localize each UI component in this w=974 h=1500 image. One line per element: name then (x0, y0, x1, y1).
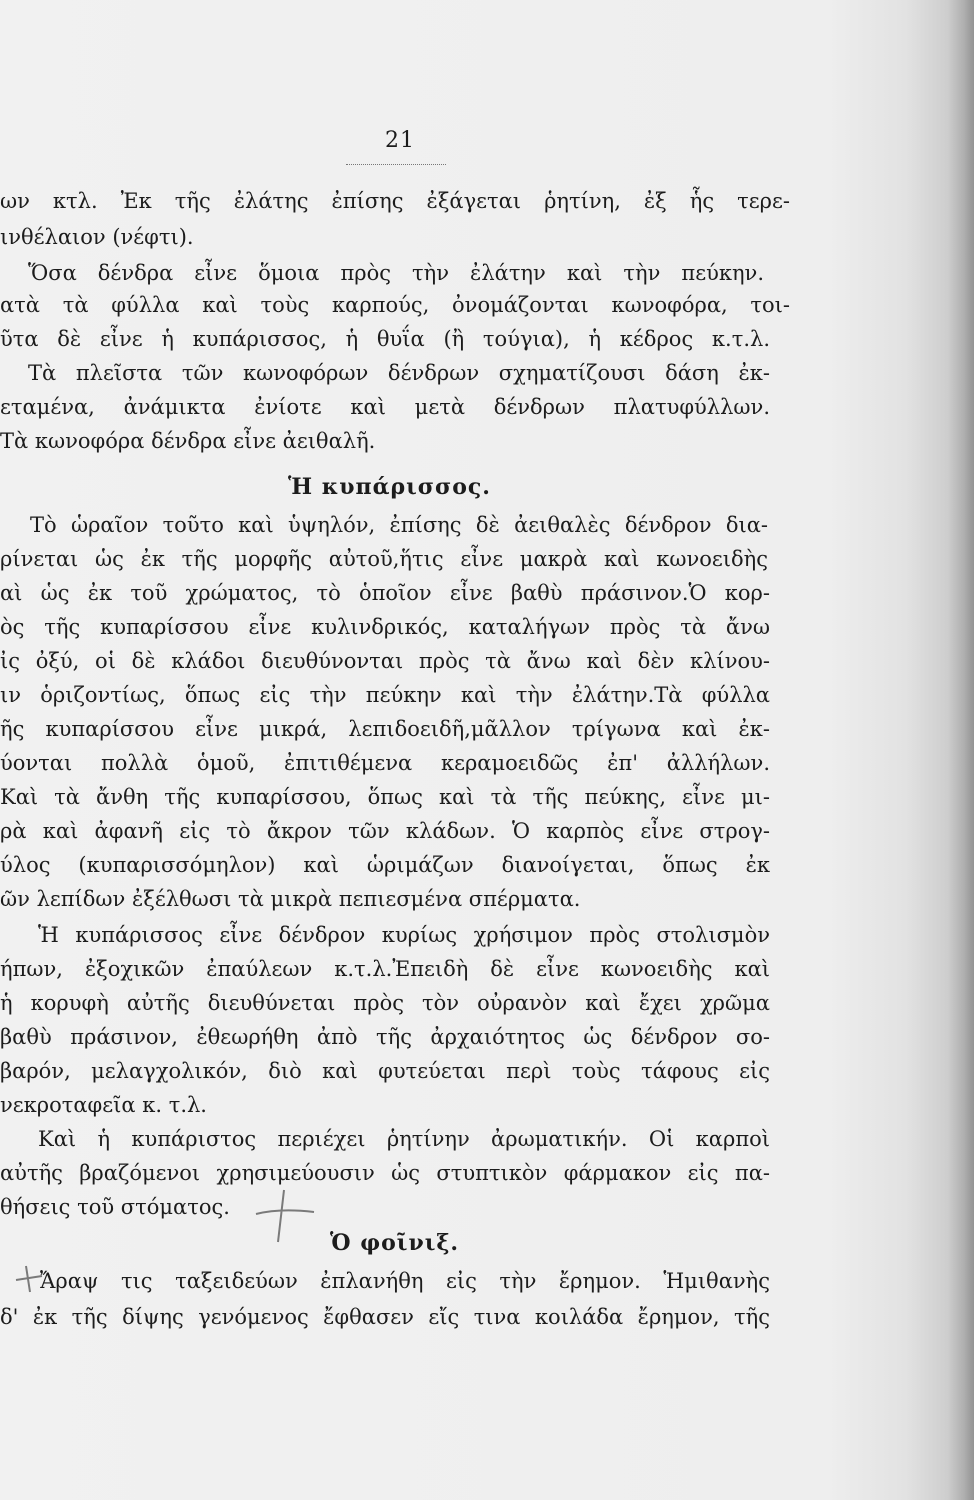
text-line: Ὅσα δένδρα εἶνε ὅμοια πρὸς τὴν ἐλάτην καὶ τὴν πεύκην. (28, 261, 764, 285)
text-line: εταμένα, ἀνάμικτα ἐνίοτε καὶ μετὰ δένδρων πλατυφύλλων. (0, 395, 770, 419)
text-line: ύλος (κυπαρισσόμηλον) καὶ ὡριμάζων διανοίγεται, ὅπως ἐκ (0, 853, 770, 877)
section-heading-cypress: Ἡ κυπάρισσος. (288, 474, 491, 500)
text-line: αὶ ὡς ἐκ τοῦ χρώματος, τὸ ὁποῖον εἶνε βαθὺ πράσινον.Ὁ κορ- (0, 581, 770, 605)
text-line: Ἡ κυπάρισσος εἶνε δένδρον κυρίως χρήσιμον πρὸς στολισμὸν (38, 923, 770, 947)
page-number: 21 (385, 128, 415, 153)
text-line: ατὰ τὰ φύλλα καὶ τοὺς καρπούς, ὀνομάζονται κωνοφόρα, τοι- (0, 293, 790, 317)
text-line: ὸς τῆς κυπαρίσσου εἶνε κυλινδρικός, καταλήγων πρὸς τὰ ἄνω (0, 615, 770, 639)
text-line: ινθέλαιον (νέφτι). (0, 225, 194, 249)
text-line: ῦτα δὲ εἶνε ἡ κυπάρισσος, ἡ θυΐα (ἢ τούγια), ἡ κέδρος κ.τ.λ. (0, 327, 770, 351)
text-line: νεκροταφεῖα κ. τ.λ. (0, 1093, 207, 1117)
text-line: Τὰ πλεῖστα τῶν κωνοφόρων δένδρων σχηματίζουσι δάση ἐκ- (28, 361, 770, 385)
text-line: θήσεις τοῦ στόματος. (0, 1195, 230, 1219)
text-line: ρὰ καὶ ἀφανῆ εἰς τὸ ἄκρον τῶν κλάδων. Ὁ καρπὸς εἶνε στρογ- (0, 819, 770, 843)
text-line: ων κτλ. Ἐκ τῆς ἐλάτης ἐπίσης ἐξάγεται ῥητίνη, ἐξ ἧς τερε- (0, 189, 790, 213)
pencil-cross-mark (250, 1186, 320, 1246)
pencil-margin-mark (14, 1262, 44, 1296)
text-line: ῆς κυπαρίσσου εἶνε μικρά, λεπιδοειδῆ,μᾶλλον τρίγωνα καὶ ἐκ- (0, 717, 770, 741)
text-line: βαθὺ πράσινον, ἐθεωρήθη ἀπὸ τῆς ἀρχαιότητος ὡς δένδρον σο- (0, 1025, 770, 1049)
section-heading-palm: Ὁ φοῖνιξ. (330, 1230, 460, 1256)
text-line: δ' ἐκ τῆς δίψης γενόμενος ἔφθασεν εἴς τινα κοιλάδα ἔρημον, τῆς (0, 1305, 770, 1329)
text-line: ιν ὁριζοντίως, ὅπως εἰς τὴν πεύκην καὶ τὴν ἐλάτην.Τὰ φύλλα (0, 683, 770, 707)
text-line: ρίνεται ὡς ἐκ τῆς μορφῆς αὐτοῦ,ἥτις εἶνε μακρὰ καὶ κωνοειδὴς (0, 547, 768, 571)
text-line: Τὰ κωνοφόρα δένδρα εἶνε ἀειθαλῆ. (0, 429, 376, 453)
text-line: ἡ κορυφὴ αὐτῆς διευθύνεται πρὸς τὸν οὐρανὸν καὶ ἔχει χρῶμα (0, 991, 770, 1015)
text-line: ἰς ὀξύ, οἱ δὲ κλάδοι διευθύνονται πρὸς τὰ ἄνω καὶ δὲν κλίνου- (0, 649, 770, 673)
text-line: ύονται πολλὰ ὁμοῦ, ἐπιτιθέμενα κεραμοειδῶς ἐπ' ἀλλήλων. (0, 751, 770, 775)
text-line: ήπων, ἐξοχικῶν ἐπαύλεων κ.τ.λ.Ἐπειδὴ δὲ εἶνε κωνοειδὴς καὶ (0, 957, 770, 981)
text-line: βαρόν, μελαγχολικόν, διὸ καὶ φυτεύεται περὶ τοὺς τάφους εἰς (0, 1059, 770, 1083)
text-line: αὐτῆς βραζόμενοι χρησιμεύουσιν ὡς στυπτικὸν φάρμακον εἰς πα- (0, 1161, 770, 1185)
text-line: Καὶ τὰ ἄνθη τῆς κυπαρίσσου, ὅπως καὶ τὰ τῆς πεύκης, εἶνε μι- (0, 785, 770, 809)
text-line: Ἄραψ τις ταξειδεύων ἐπλανήθη εἰς τὴν ἔρημον. Ἡμιθανὴς (40, 1269, 770, 1293)
text-line: Καὶ ἡ κυπάριστος περιέχει ῥητίνην ἀρωματικήν. Οἱ καρποὶ (38, 1127, 770, 1151)
text-line: Τὸ ὡραῖον τοῦτο καὶ ὑψηλόν, ἐπίσης δὲ ἀειθαλὲς δένδρον δια- (30, 513, 768, 537)
text-line: ῶν λεπίδων ἐξέλθωσι τὰ μικρὰ πεπιεσμένα σπέρματα. (0, 887, 581, 911)
